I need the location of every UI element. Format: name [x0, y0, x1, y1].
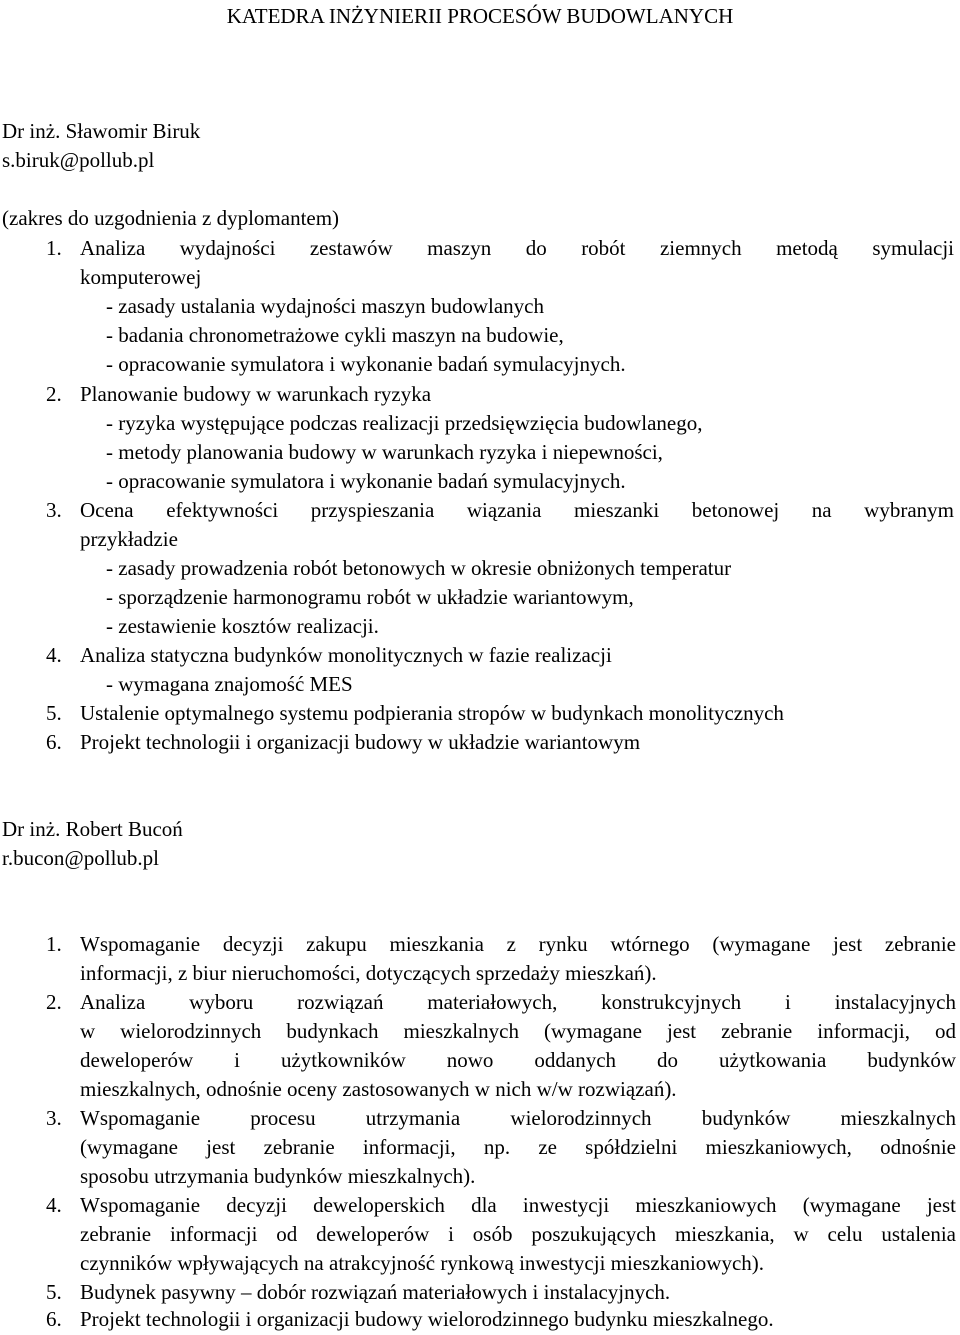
topic-text-line: mieszkalnych, odnośnie oceny zastosowanych w nich w/w rozwiązań). [80, 1077, 677, 1101]
topic-subpoint: - ryzyka występujące podczas realizacji przedsięwzięcia budowlanego, [106, 411, 703, 435]
topic-text-line: sposobu utrzymania budynków mieszkalnych). [80, 1164, 476, 1188]
topic-text-line: Wspomaganie decyzji deweloperskich dla inwestycji mieszkaniowych (wymagane jest [80, 1193, 956, 1217]
topic-number: 6. [46, 1307, 62, 1331]
topic-text-line: (wymagane jest zebranie informacji, np. ze spółdzielni mieszkaniowych, odnośnie [80, 1135, 956, 1159]
topic-text-line: czynników wpływających na atrakcyjność rynkową inwestycji mieszkaniowych). [80, 1251, 765, 1275]
topic-title: Ustalenie optymalnego systemu podpierania stropów w budynkach monolitycznych [80, 701, 784, 725]
topic-text-line: deweloperów i użytkowników nowo oddanych do użytkowania budynków [80, 1048, 956, 1072]
topic-number: 3. [46, 498, 62, 522]
topic-text-line: zebranie informacji od deweloperów i osób poszukujących mieszkania, w celu ustalenia [80, 1222, 956, 1246]
topic-title: Planowanie budowy w warunkach ryzyka [80, 382, 432, 406]
topic-text-line: Wspomaganie decyzji zakupu mieszkania z rynku wtórnego (wymagane jest zebranie [80, 932, 956, 956]
topic-number: 5. [46, 701, 62, 725]
topic-subpoint: - wymagana znajomość MES [106, 672, 353, 696]
topic-subpoint: - metody planowania budowy w warunkach ryzyka i niepewności, [106, 440, 663, 464]
topic-subpoint: - opracowanie symulatora i wykonanie badań symulacyjnych. [106, 469, 626, 493]
topic-text-line: Analiza wyboru rozwiązań materiałowych, konstrukcyjnych i instalacyjnych [80, 990, 956, 1014]
topic-number: 2. [46, 990, 62, 1014]
topic-subpoint: - badania chronometrażowe cykli maszyn na budowie, [106, 323, 564, 347]
supervisor-1-note: (zakres do uzgodnienia z dyplomantem) [2, 206, 340, 230]
topic-subpoint: - sporządzenie harmonogramu robót w układzie wariantowym, [106, 585, 634, 609]
supervisor-1-email[interactable]: s.biruk@pollub.pl [2, 148, 155, 172]
topic-number: 1. [46, 236, 62, 260]
topic-number: 4. [46, 643, 62, 667]
topic-title: Projekt technologii i organizacji budowy w układzie wariantowym [80, 730, 641, 754]
topic-text-line: Wspomaganie procesu utrzymania wielorodzinnych budynków mieszkalnych [80, 1106, 956, 1130]
topic-title-continued: komputerowej [80, 265, 202, 289]
page-title: KATEDRA INŻYNIERII PROCESÓW BUDOWLANYCH [226, 4, 734, 28]
topic-subpoint: - zasady ustalania wydajności maszyn budowlanych [106, 294, 544, 318]
topic-number: 4. [46, 1193, 62, 1217]
topic-number: 3. [46, 1106, 62, 1130]
topic-title: Ocena efektywności przyspieszania wiązania mieszanki betonowej na wybranym [80, 498, 954, 522]
topic-number: 1. [46, 932, 62, 956]
topic-number: 5. [46, 1280, 62, 1304]
topic-subpoint: - opracowanie symulatora i wykonanie badań symulacyjnych. [106, 352, 626, 376]
topic-number: 2. [46, 382, 62, 406]
supervisor-2-name: Dr inż. Robert Bucoń [2, 817, 183, 841]
topic-title: Analiza wydajności zestawów maszyn do robót ziemnych metodą symulacji [80, 236, 954, 260]
topic-title-continued: przykładzie [80, 527, 178, 551]
topic-text-line: Projekt technologii i organizacji budowy wielorodzinnego budynku mieszkalnego. [80, 1307, 774, 1331]
topic-text-line: w wielorodzinnych budynkach mieszkalnych (wymagane jest zebranie informacji, od [80, 1019, 956, 1043]
topic-subpoint: - zasady prowadzenia robót betonowych w okresie obniżonych temperatur [106, 556, 732, 580]
topic-title: Analiza statyczna budynków monolitycznych w fazie realizacji [80, 643, 612, 667]
topic-text-line: Budynek pasywny – dobór rozwiązań materiałowych i instalacyjnych. [80, 1280, 671, 1304]
topic-subpoint: - zestawienie kosztów realizacji. [106, 614, 379, 638]
supervisor-1-name: Dr inż. Sławomir Biruk [2, 119, 201, 143]
topic-text-line: informacji, z biur nieruchomości, dotyczących sprzedaży mieszkań). [80, 961, 657, 985]
topic-number: 6. [46, 730, 62, 754]
supervisor-2-email[interactable]: r.bucon@pollub.pl [2, 846, 159, 870]
